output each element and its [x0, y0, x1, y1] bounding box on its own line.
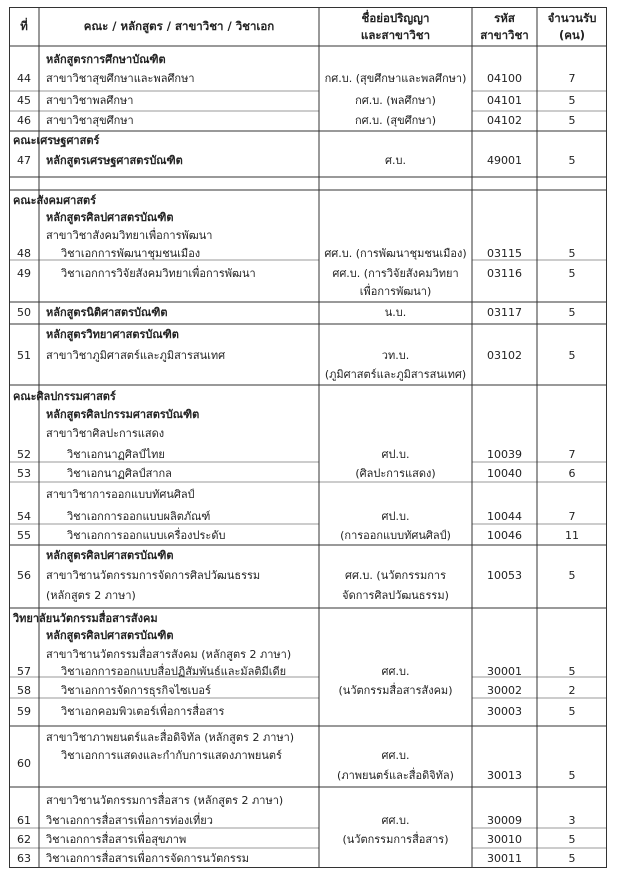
- row-degree-line2: จัดการศิลปวัฒนธรรม): [342, 589, 449, 602]
- row-code: 30009: [487, 814, 522, 827]
- row-program: วิชาเอกนาฏศิลป์สากล: [67, 467, 172, 480]
- row-program: วิชาเอกการพัฒนาชุมชนเมือง: [61, 247, 201, 260]
- row-degree: (นวัตกรรมการสื่อสาร): [342, 833, 449, 846]
- row-degree-line2: (ภาพยนตร์และสื่อดิจิทัล): [337, 769, 454, 782]
- row-no: 53: [17, 467, 31, 480]
- row-degree: ศป.บ.: [381, 448, 410, 461]
- row-no: 48: [17, 247, 31, 260]
- row-code: 10053: [487, 569, 522, 582]
- row-no: 47: [17, 154, 31, 167]
- row-code: 30011: [487, 852, 522, 865]
- row-degree: (การออกแบบทัศนศิลป์): [340, 529, 451, 542]
- row-no: 45: [17, 94, 31, 107]
- row-program-line2: (หลักสูตร 2 ภาษา): [46, 589, 136, 602]
- header-no: ที่: [20, 19, 28, 33]
- row-program: วิชาเอกนาฏศิลป์ไทย: [67, 448, 165, 461]
- row-program: วิชาเอกคอมพิวเตอร์เพื่อการสื่อสาร: [61, 705, 225, 718]
- row-quota: 5: [568, 833, 576, 846]
- row-code: 10040: [487, 467, 522, 480]
- row-no: 62: [17, 833, 31, 846]
- row-no: 55: [17, 529, 31, 542]
- row-program: สาขาวิชาสุขศึกษาและพลศึกษา: [46, 72, 195, 85]
- row-quota: 7: [568, 510, 576, 523]
- row-degree: กศ.บ. (พลศึกษา): [355, 94, 436, 107]
- row-degree: ศป.บ.: [381, 510, 410, 523]
- row-no: 63: [17, 852, 31, 865]
- header-code-line1: รหัส: [494, 11, 515, 25]
- row-quota: 7: [568, 72, 576, 85]
- row-code: 30002: [487, 684, 522, 697]
- row-quota: 5: [568, 705, 576, 718]
- row-program: วิชาเอกการสื่อสารเพื่อสุขภาพ: [46, 833, 187, 846]
- row-degree-line2: เพื่อการพัฒนา): [359, 285, 432, 298]
- row-quota: 5: [568, 665, 576, 678]
- major-heading: สาขาวิชานวัตกรรมการสื่อสาร (หลักสูตร 2 ภาษา): [46, 794, 284, 807]
- row-quota: 5: [568, 114, 576, 127]
- admission-quota-table: [9, 7, 607, 869]
- row-program: สาขาวิชานวัตกรรมการจัดการศิลปวัฒนธรรม: [46, 569, 261, 582]
- row-degree: ศศ.บ.: [381, 665, 410, 678]
- row-code: 10039: [487, 448, 522, 461]
- row-quota: 7: [568, 448, 576, 461]
- row-code: 03117: [487, 306, 522, 319]
- row-code: 30001: [487, 665, 522, 678]
- major-heading: สาขาวิชาการออกแบบทัศนศิลป์: [46, 488, 195, 501]
- row-code: 10046: [487, 529, 522, 542]
- header-quota-line1: จำนวนรับ: [547, 11, 597, 25]
- row-program: วิชาเอกการสื่อสารเพื่อการจัดการนวัตกรรม: [46, 852, 249, 865]
- major-heading: สาขาวิชาภาพยนตร์และสื่อดิจิทัล (หลักสูตร 2 ภาษา): [46, 731, 295, 744]
- row-degree: น.บ.: [384, 306, 407, 319]
- row-no: 60: [17, 757, 31, 770]
- row-code: 49001: [487, 154, 522, 167]
- faculty-heading: คณะเศรษฐศาสตร์: [13, 134, 100, 147]
- row-program: วิชาเอกการออกแบบผลิตภัณฑ์: [67, 510, 211, 523]
- row-quota: 5: [568, 769, 576, 782]
- row-degree-line2: (ภูมิศาสตร์และภูมิสารสนเทศ): [324, 368, 467, 381]
- row-degree: ศศ.บ.: [381, 814, 410, 827]
- row-no: 59: [17, 705, 31, 718]
- row-degree: วท.บ.: [381, 349, 410, 362]
- row-code: 03116: [487, 267, 522, 280]
- row-no: 52: [17, 448, 31, 461]
- row-program: วิชาเอกการสื่อสารเพื่อการท่องเที่ยว: [46, 814, 213, 827]
- row-code: 04101: [487, 94, 522, 107]
- program-heading: หลักสูตรศิลปกรรมศาสตรบัณฑิต: [46, 408, 200, 421]
- row-no: 44: [17, 72, 31, 85]
- row-quota: 5: [568, 267, 576, 280]
- row-degree: ศ.บ.: [385, 154, 406, 167]
- row-code: 30003: [487, 705, 522, 718]
- row-quota: 5: [568, 306, 576, 319]
- row-program: วิชาเอกการแสดงและกำกับการแสดงภาพยนตร์: [61, 749, 282, 762]
- header-degree-line2: และสาขาวิชา: [360, 28, 431, 42]
- row-program: วิชาเอกการออกแบบเครื่องประดับ: [67, 529, 226, 542]
- program-heading: หลักสูตรศิลปศาสตรบัณฑิต: [46, 211, 174, 224]
- program-heading: หลักสูตรการศึกษาบัณฑิต: [46, 53, 166, 66]
- row-code: 04102: [487, 114, 522, 127]
- row-quota: 2: [568, 684, 576, 697]
- row-no: 61: [17, 814, 31, 827]
- faculty-heading: คณะสังคมศาสตร์: [13, 194, 97, 207]
- faculty-heading: คณะศิลปกรรมศาสตร์: [13, 390, 116, 403]
- program-heading: หลักสูตรวิทยาศาสตรบัณฑิต: [46, 328, 179, 341]
- row-no: 54: [17, 510, 31, 523]
- row-degree: กศ.บ. (สุขศึกษาและพลศึกษา): [324, 72, 467, 85]
- major-heading: สาขาวิชาสังคมวิทยาเพื่อการพัฒนา: [46, 229, 213, 242]
- row-no: 56: [17, 569, 31, 582]
- row-no: 46: [17, 114, 31, 127]
- row-no: 58: [17, 684, 31, 697]
- header-code-line2: สาขาวิชา: [480, 28, 529, 42]
- row-program: วิชาเอกการจัดการธุรกิจไซเบอร์: [61, 684, 211, 697]
- row-no: 57: [17, 665, 31, 678]
- row-code: 30013: [487, 769, 522, 782]
- row-degree: ศศ.บ.: [381, 749, 410, 762]
- faculty-heading: วิทยาลัยนวัตกรรมสื่อสารสังคม: [13, 612, 158, 625]
- row-quota: 5: [568, 94, 576, 107]
- row-quota: 5: [568, 154, 576, 167]
- row-degree: กศ.บ. (สุขศึกษา): [354, 114, 436, 127]
- row-quota: 11: [565, 529, 579, 542]
- row-quota: 5: [568, 247, 576, 260]
- row-degree: (ศิลปะการแสดง): [355, 467, 436, 480]
- major-heading: สาขาวิชานวัตกรรมสื่อสารสังคม (หลักสูตร 2 ภาษา): [46, 648, 292, 661]
- row-program: วิชาเอกการออกแบบสื่อปฏิสัมพันธ์และมัลติมีเดีย: [61, 665, 287, 678]
- row-degree: ศศ.บ. (นวัตกรรมการ: [344, 569, 447, 582]
- program-heading: หลักสูตรศิลปศาสตรบัณฑิต: [46, 549, 174, 562]
- row-code: 04100: [487, 72, 522, 85]
- row-degree: ศศ.บ. (การพัฒนาชุมชนเมือง): [324, 247, 467, 260]
- row-quota: 5: [568, 349, 576, 362]
- row-code: 03102: [487, 349, 522, 362]
- row-degree: (นวัตกรรมสื่อสารสังคม): [338, 684, 453, 697]
- row-no: 51: [17, 349, 31, 362]
- program-heading: หลักสูตรศิลปศาสตรบัณฑิต: [46, 629, 174, 642]
- row-no: 49: [17, 267, 31, 280]
- row-program: สาขาวิชาภูมิศาสตร์และภูมิสารสนเทศ: [46, 349, 226, 362]
- row-degree: ศศ.บ. (การวิจัยสังคมวิทยา: [332, 267, 459, 280]
- row-quota: 5: [568, 852, 576, 865]
- row-program: วิชาเอกการวิจัยสังคมวิทยาเพื่อการพัฒนา: [61, 267, 256, 280]
- row-program: หลักสูตรนิติศาสตรบัณฑิต: [46, 306, 168, 319]
- row-code: 03115: [487, 247, 522, 260]
- row-program: หลักสูตรเศรษฐศาสตรบัณฑิต: [46, 154, 183, 167]
- row-quota: 6: [568, 467, 576, 480]
- row-no: 50: [17, 306, 31, 319]
- row-quota: 5: [568, 569, 576, 582]
- major-heading: สาขาวิชาศิลปะการแสดง: [46, 427, 165, 440]
- header-degree-line1: ชื่อย่อปริญญา: [361, 11, 430, 25]
- row-program: สาขาวิชาสุขศึกษา: [46, 114, 134, 127]
- row-quota: 3: [568, 814, 576, 827]
- header-quota-line2: (คน): [558, 28, 586, 42]
- row-code: 10044: [487, 510, 522, 523]
- row-code: 30010: [487, 833, 522, 846]
- header-program: คณะ / หลักสูตร / สาขาวิชา / วิชาเอก: [83, 19, 275, 33]
- row-program: สาขาวิชาพลศึกษา: [46, 94, 134, 107]
